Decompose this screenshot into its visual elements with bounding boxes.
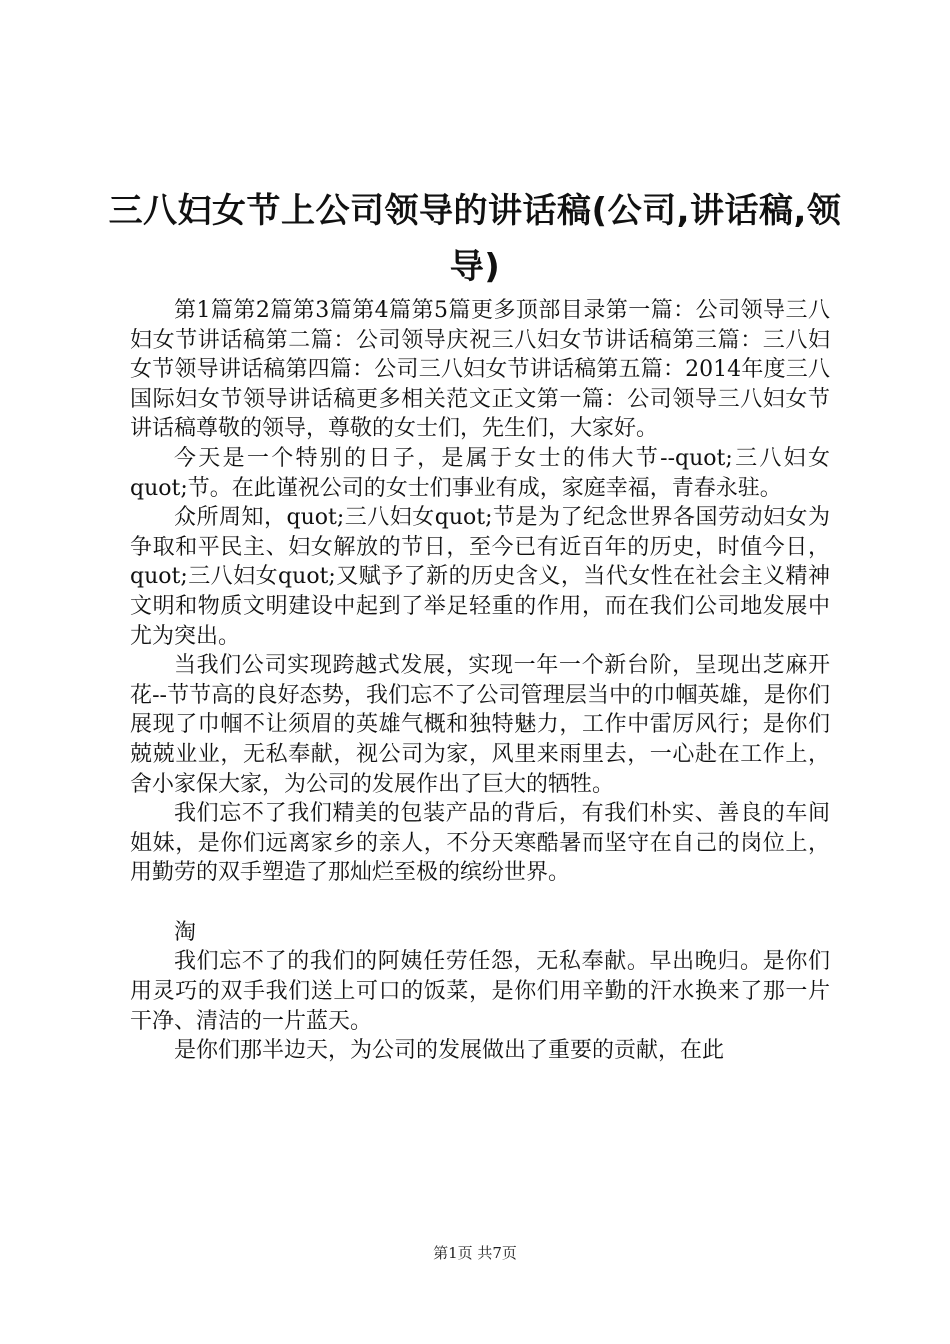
paragraph-staff: 我们忘不了的我们的阿姨任劳任怨，无私奉献。早出晚归。是你们用灵巧的双手我们送上可口的饭菜，是你们用辛勤的汗水换来了那一片干净、清洁的一片蓝天。 [130,949,830,1034]
paragraph-management: 当我们公司实现跨越式发展，实现一年一个新台阶，呈现出芝麻开花--节节高的良好态势，我们忘不了公司管理层当中的巾帼英雄，是你们展现了巾帼不让须眉的英雄气概和独特魅力，工作中雷厉风行；是你们兢兢业业，无私奉献，视公司为家，风里来雨里去，一心赴在工作上，舍小家保大家，为公司的发展作出了巨大的牺牲。 [130,653,830,797]
paragraph-toc: 第1篇第2篇第3篇第4篇第5篇更多顶部目录第一篇：公司领导三八妇女节讲话稿第二篇：公司领导庆祝三八妇女节讲话稿第三篇：三八妇女节领导讲话稿第四篇：公司三八妇女节讲话稿第五篇：2014年度三八国际妇女节领导讲话稿更多相关范文正文第一篇：公司领导三八妇女节讲话稿尊敬的领导，尊敬的女士们，先生们，大家好。 [130,298,830,442]
paragraph-closing: 是你们那半边天，为公司的发展做出了重要的贡献，在此 [174,1038,725,1064]
paragraph-stray-char: 淘 [174,919,197,945]
document-body [130,296,830,1066]
paragraph-greeting: 今天是一个特别的日子，是属于女士的伟大节--quot;三八妇女quot;节。在此谨祝公司的女士们事业有成，家庭幸福，青春永驻。 [130,445,830,501]
paragraph-history: 众所周知，quot;三八妇女quot;节是为了纪念世界各国劳动妇女为争取和平民主、妇女解放的节日，至今已有近百年的历史，时值今日，quot;三八妇女quot;又赋予了新的历史含义，当代女性在社会主义精神文明和物质文明建设中起到了举足轻重的作用，而在我们公司地发展中尤为突出。 [130,505,830,649]
paragraph-workshop: 我们忘不了我们精美的包装产品的背后，有我们朴实、善良的车间姐妹，是你们远离家乡的亲人，不分天寒酷暑而坚守在自己的岗位上，用勤劳的双手塑造了那灿烂至极的缤纷世界。 [130,801,830,886]
document-title: 三八妇女节上公司领导的讲话稿(公司,讲话稿,领导) [108,191,842,287]
page-number-footer: 第1页 共7页 [433,1244,517,1262]
